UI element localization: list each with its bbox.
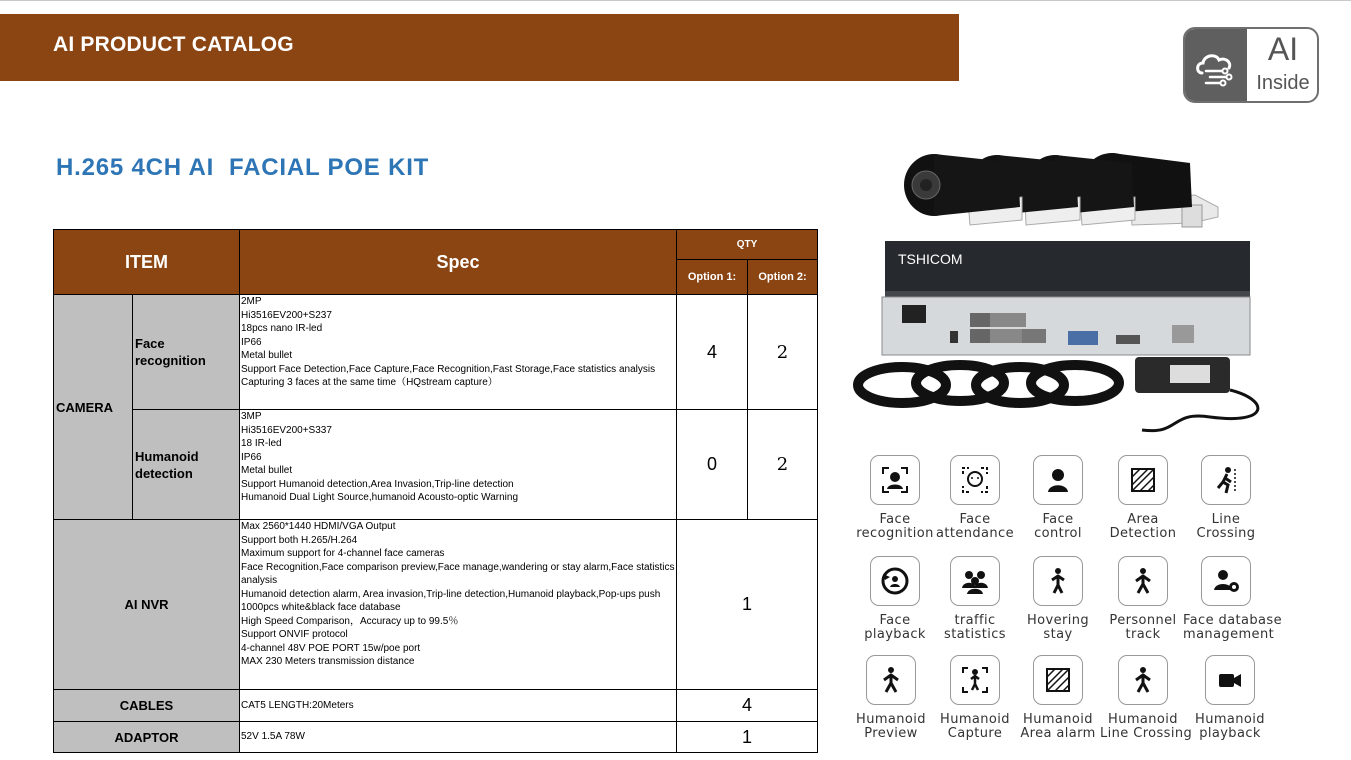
badge-ai-text: AI <box>1267 31 1299 67</box>
adaptor-label: ADAPTOR <box>54 722 240 753</box>
feature-face-playback: Face playback <box>852 556 938 642</box>
nvr-brand-text: TSHICOM <box>898 251 963 267</box>
face-recognition-label: Face recognition <box>133 295 240 410</box>
feature-humanoid-line-crossing: Humanoid Line Crossing <box>1100 655 1186 741</box>
feature-personnel-track: Personnel track <box>1100 556 1186 642</box>
ai-nvr-specs: Max 2560*1440 HDMI/VGA Output Support both H.265/H.264 Maximum support for 4-channel face cameras Face Recognition,Face comparison preview,Face manage,wandering or stay alarm,Face statistics analysis Humanoid detection alarm, Area invasion,Trip-line detection,Humanoid playback,Pop-ups push 1000pcs white&black face database High Speed Comparison，Accuracy up to 99.5％ Support ONVIF protocol 4-channel 48V POE PORT 15w/poe port MAX 230 Meters transmission distance <box>240 520 677 690</box>
cables-qty: 4 <box>677 690 818 722</box>
header-qty: QTY <box>677 230 818 260</box>
feature-area-detection: Area Detection <box>1100 455 1186 541</box>
humanoid-line-crossing-icon <box>1118 655 1168 705</box>
feature-face-control: Face control <box>1015 455 1101 541</box>
feature-line-crossing: Line Crossing <box>1183 455 1269 541</box>
cable-coils <box>858 357 1258 431</box>
header-spec: Spec <box>240 230 677 295</box>
humanoid-preview-icon <box>866 655 916 705</box>
humanoid-area-alarm-icon <box>1033 655 1083 705</box>
adaptor-spec: 52V 1.5A 78W <box>240 722 677 753</box>
header-item: ITEM <box>54 230 240 295</box>
feature-face-attendance: Face attendance <box>932 455 1018 541</box>
top-divider <box>0 0 1351 1</box>
badge-inside-text: Inside <box>1256 72 1310 94</box>
page-title: H.265 4CH AI FACIAL POE KIT <box>56 154 430 181</box>
spec-table <box>53 229 818 753</box>
area-detection-icon <box>1118 455 1168 505</box>
face-control-icon <box>1033 455 1083 505</box>
adaptor-qty: 1 <box>677 722 818 753</box>
feature-humanoid-area-alarm: Humanoid Area alarm <box>1015 655 1101 741</box>
humanoid-option-2-qty: 2 <box>748 410 818 520</box>
cloud-ai-icon <box>1185 29 1247 101</box>
feature-face-database: Face database management <box>1183 556 1269 642</box>
cables-spec: CAT5 LENGTH:20Meters <box>240 690 677 722</box>
feature-face-recognition: Face recognition <box>852 455 938 541</box>
bullet-cameras <box>904 153 1218 227</box>
banner-title: AI PRODUCT CATALOG <box>53 33 294 56</box>
humanoid-detection-label: Humanoid detection <box>133 410 240 520</box>
feature-humanoid-preview: Humanoid Preview <box>848 655 934 741</box>
humanoid-capture-icon <box>950 655 1000 705</box>
face-option-1-qty: 4 <box>677 295 748 410</box>
camera-label: CAMERA <box>54 295 133 520</box>
hovering-stay-icon <box>1033 556 1083 606</box>
humanoid-detection-specs: 3MP Hi3516EV200+S337 18 IR-led IP66 Metal bullet Support Humanoid detection,Area Invasion,Trip-line detection Humanoid Dual Light Source,humanoid Acousto-optic Warning <box>240 410 677 520</box>
face-attendance-icon <box>950 455 1000 505</box>
ai-inside-badge <box>1183 27 1319 103</box>
feature-humanoid-capture: Humanoid Capture <box>932 655 1018 741</box>
humanoid-playback-icon <box>1205 655 1255 705</box>
face-database-icon <box>1201 556 1251 606</box>
product-kit-image <box>850 145 1282 445</box>
header-option-1: Option 1: <box>677 260 748 295</box>
face-playback-icon <box>870 556 920 606</box>
ai-nvr-label: AI NVR <box>54 520 240 690</box>
header-banner <box>0 14 959 81</box>
face-recognition-icon <box>870 455 920 505</box>
face-option-2-qty: 2 <box>748 295 818 410</box>
humanoid-option-1-qty: 0 <box>677 410 748 520</box>
feature-hovering-stay: Hovering stay <box>1015 556 1101 642</box>
cables-label: CABLES <box>54 690 240 722</box>
line-crossing-icon <box>1201 455 1251 505</box>
feature-humanoid-playback: Humanoid playback <box>1187 655 1273 741</box>
header-option-2: Option 2: <box>748 260 818 295</box>
feature-traffic-statistics: traffic statistics <box>932 556 1018 642</box>
ai-nvr-qty: 1 <box>677 520 818 690</box>
face-recognition-specs: 2MP Hi3516EV200+S237 18pcs nano IR-led IP66 Metal bullet Support Face Detection,Face Capture,Face Recognition,Fast Storage,Face statistics analysis Capturing 3 faces at the same time（HQstream capture） <box>240 295 677 410</box>
nvr-recorder <box>882 241 1250 355</box>
traffic-statistics-icon <box>950 556 1000 606</box>
personnel-track-icon <box>1118 556 1168 606</box>
